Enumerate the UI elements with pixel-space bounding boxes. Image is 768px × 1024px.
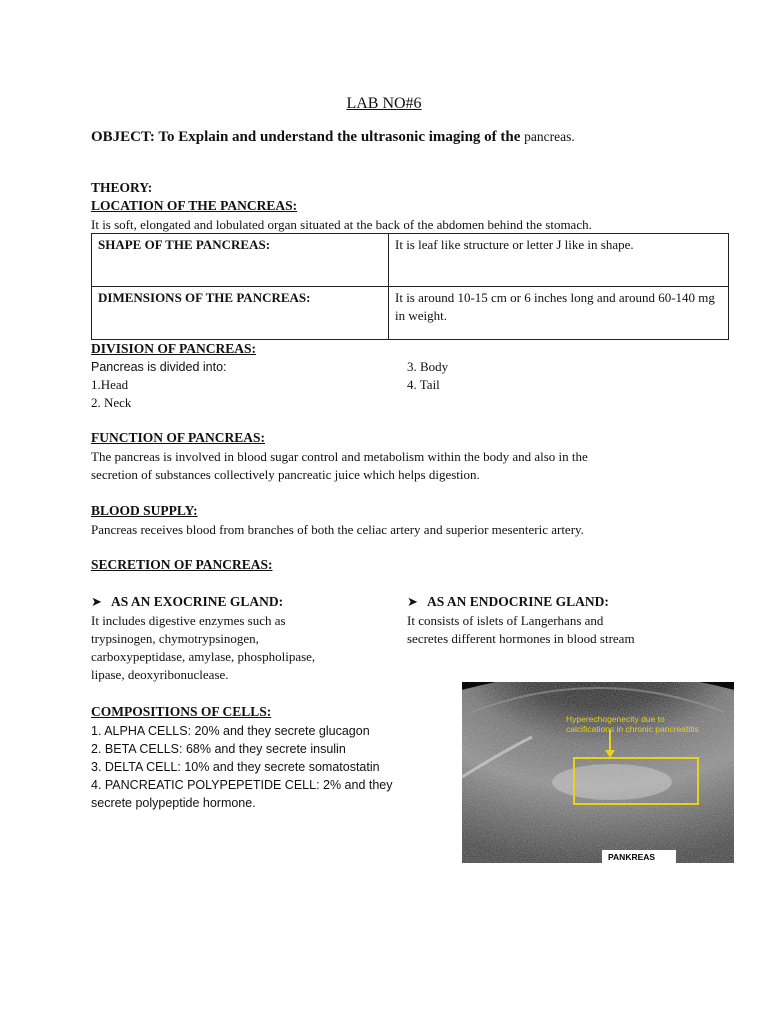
endocrine-heading-label: AS AN ENDOCRINE GLAND: xyxy=(427,594,609,609)
annotation-text: Hyperechogenecity due to xyxy=(566,714,665,724)
function-heading: FUNCTION OF PANCREAS: xyxy=(91,430,265,445)
table-row xyxy=(92,234,729,287)
pankreas-label: PANKREAS xyxy=(608,852,656,862)
cells-line: 2. BETA CELLS: 68% and they secrete insulin xyxy=(91,742,346,756)
object-tail: pancreas. xyxy=(524,129,575,144)
cells-line: 1. ALPHA CELLS: 20% and they secrete glucagon xyxy=(91,724,370,738)
object-line xyxy=(91,129,575,146)
cells-line: 3. DELTA CELL: 10% and they secrete somatostatin xyxy=(91,760,380,774)
exocrine-text: It includes digestive enzymes such as xyxy=(91,613,286,628)
division-item: 3. Body xyxy=(407,359,449,374)
cells-heading: COMPOSITIONS OF CELLS: xyxy=(91,704,272,719)
exocrine-text: trypsinogen, chymotrypsinogen, xyxy=(91,631,259,646)
exocrine-text: lipase, deoxyribonuclease. xyxy=(91,667,229,682)
table-cell-value: It is around 10-15 cm or 6 inches long and around 60-140 mg in weight. xyxy=(389,287,729,340)
endocrine-text: secretes different hormones in blood stream xyxy=(407,631,635,646)
function-text: The pancreas is involved in blood sugar control and metabolism within the body and also in the xyxy=(91,449,588,464)
table-cell-label: SHAPE OF THE PANCREAS: xyxy=(92,234,389,287)
location-heading: LOCATION OF THE PANCREAS: xyxy=(91,198,298,213)
exocrine-text: carboxypeptidase, amylase, phospholipase, xyxy=(91,649,316,664)
table-cell-label: DIMENSIONS OF THE PANCREAS: xyxy=(92,287,389,340)
object-text: To Explain and understand the ultrasonic imaging of the xyxy=(158,129,521,145)
arrow-bullet-icon: ➤ xyxy=(91,595,102,610)
division-intro: Pancreas is divided into: xyxy=(91,360,227,374)
division-heading: DIVISION OF PANCREAS: xyxy=(91,341,257,356)
function-text: secretion of substances collectively pancreatic juice which helps digestion. xyxy=(91,467,480,482)
division-item: 2. Neck xyxy=(91,395,132,410)
exocrine-heading xyxy=(91,594,283,610)
location-text: It is soft, elongated and lobulated organ situated at the back of the abdomen behind the stomach. xyxy=(91,217,592,232)
endocrine-text: It consists of islets of Langerhans and xyxy=(407,613,604,628)
cells-line: secrete polypeptide hormone. xyxy=(91,796,256,810)
theory-heading: THEORY: xyxy=(91,180,153,195)
ultrasound-scan xyxy=(462,682,734,863)
secretion-heading: SECRETION OF PANCREAS: xyxy=(91,557,273,572)
division-item: 4. Tail xyxy=(407,377,440,392)
cells-line: 4. PANCREATIC POLYPEPETIDE CELL: 2% and they xyxy=(91,778,393,792)
exocrine-heading-label: AS AN EXOCRINE GLAND: xyxy=(111,594,284,609)
arrow-bullet-icon: ➤ xyxy=(407,595,418,610)
blood-text: Pancreas receives blood from branches of both the celiac artery and superior mesenteric artery. xyxy=(91,522,584,537)
table-row xyxy=(92,287,729,340)
page-title: LAB NO#6 xyxy=(346,95,422,112)
annotation-text: calcifications in chronic pancreatitis xyxy=(566,724,699,734)
division-item: 1.Head xyxy=(91,377,129,392)
ultrasound-image xyxy=(462,682,734,863)
object-label: OBJECT: xyxy=(91,129,155,145)
pancreas-table xyxy=(91,233,729,340)
blood-heading: BLOOD SUPPLY: xyxy=(91,503,198,518)
endocrine-heading xyxy=(407,594,609,610)
table-cell-value: It is leaf like structure or letter J like in shape. xyxy=(389,234,729,287)
